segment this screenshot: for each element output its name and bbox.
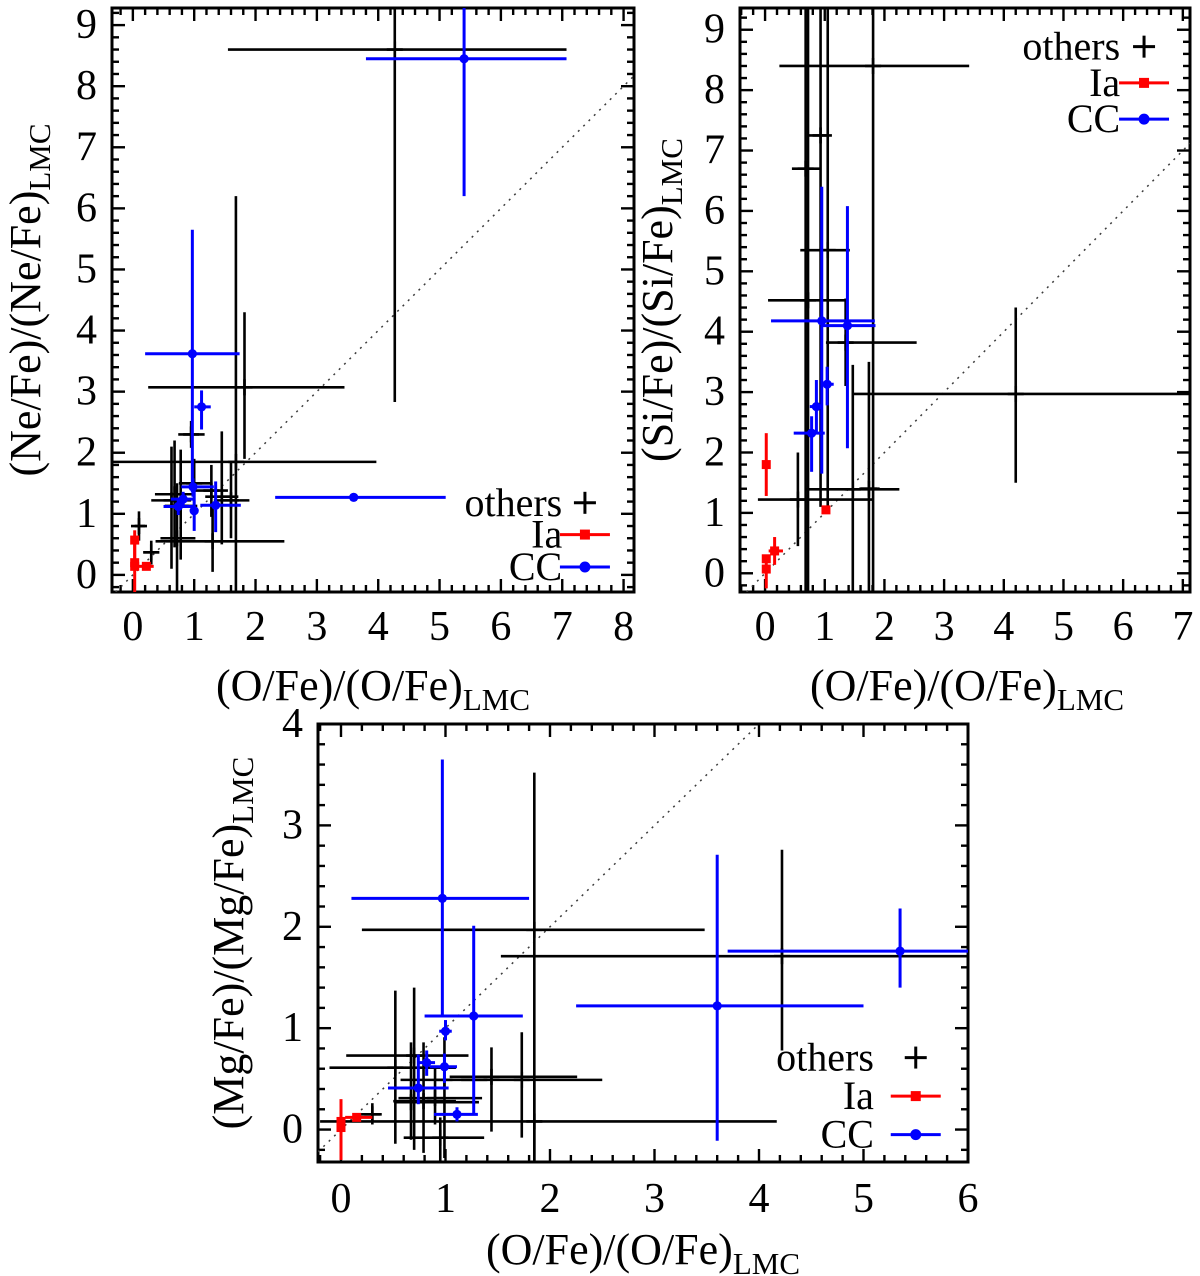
data-point-ia [762, 460, 771, 469]
y-tick-label: 1 [282, 1005, 303, 1052]
legend-label-cc: CC [820, 1111, 874, 1157]
series-ia-mg [336, 1099, 372, 1160]
y-tick-label: 8 [76, 63, 97, 110]
x-axis-label-si-subscript: LMC [1056, 682, 1125, 717]
x-tick-label: 2 [245, 604, 267, 650]
y-tick-label: 0 [76, 551, 97, 598]
legend-marker-cc [579, 561, 590, 572]
y-tick-label: 2 [704, 429, 725, 476]
legend-marker-ia [580, 530, 590, 540]
legend-label-cc: CC [508, 543, 563, 589]
data-point-cc [895, 947, 904, 956]
legend-label-others: others [776, 1034, 874, 1080]
panel-mg [204, 701, 979, 1276]
data-point-ia [762, 554, 771, 563]
data-point-cc [459, 54, 468, 63]
x-tick-label: 1 [434, 1176, 456, 1222]
legend-si [1022, 24, 1169, 141]
data-point-cc [469, 1011, 478, 1020]
x-tick-label: 8 [613, 604, 635, 650]
series-cc-si [771, 187, 875, 474]
y-tick-label: 3 [76, 368, 97, 415]
x-axis-label-si: $(O/Fe)/(O/Fe)_{LMC}$ [809, 661, 1125, 717]
y-axis-label-mg: $(Mg/Fe)/(Mg/Fe)_{LMC}$ [204, 756, 260, 1130]
data-area-mg [318, 724, 975, 1162]
data-point-cc [414, 1083, 423, 1092]
x-tick-label: 5 [1052, 604, 1074, 650]
data-point-cc [452, 1110, 461, 1119]
x-tick-label: 3 [933, 604, 955, 650]
data-point-cc [188, 349, 197, 358]
series-cc-ne [145, 1, 566, 532]
x-tick-label: 7 [551, 604, 573, 650]
legend-marker-cc [910, 1129, 921, 1140]
x-tick-label: 0 [754, 604, 776, 650]
y-tick-label: 7 [704, 127, 725, 174]
data-point-ia [336, 1123, 345, 1132]
y-axis-label-ne-subscript: LMC [22, 123, 57, 191]
y-axis-label-mg-subscript: LMC [225, 756, 260, 824]
identity-line [747, 143, 1190, 592]
legend-marker-ia [911, 1091, 921, 1101]
data-point-ia [130, 536, 139, 545]
y-tick-label: 9 [76, 2, 97, 49]
data-point-cc [422, 1058, 431, 1067]
y-tick-label: 4 [282, 701, 303, 747]
x-tick-label: 2 [539, 1176, 561, 1222]
x-tick-label: 0 [122, 604, 144, 650]
legend-label-ia: Ia [531, 511, 563, 557]
x-tick-label: 6 [490, 604, 512, 650]
y-tick-label: 9 [704, 6, 725, 53]
data-point-cc [188, 482, 197, 491]
panel-si [633, 3, 1193, 717]
y-tick-label: 0 [282, 1106, 303, 1153]
x-tick-label: 5 [429, 604, 451, 650]
x-tick-label: 2 [873, 604, 895, 650]
y-axis-label-si: $(Si/Fe)/(Si/Fe)_{LMC}$ [633, 138, 689, 462]
x-tick-label: 1 [814, 604, 836, 650]
y-tick-label: 3 [282, 802, 303, 849]
x-axis-label-ne: $(O/Fe)/(O/Fe)_{LMC}$ [215, 661, 531, 717]
legend-ne [464, 480, 609, 589]
y-tick-label: 2 [282, 903, 303, 950]
legend-marker-ia [1139, 78, 1149, 88]
x-axis-label-mg-subscript: LMC [732, 1246, 801, 1276]
data-point-cc [190, 506, 199, 515]
data-point-ia [770, 546, 779, 555]
y-tick-label: 1 [704, 489, 725, 536]
x-tick-label: 4 [748, 1176, 770, 1222]
x-tick-label: 6 [957, 1176, 979, 1222]
y-tick-label: 3 [704, 369, 725, 416]
data-point-cc [817, 316, 826, 325]
data-point-cc [441, 1027, 450, 1036]
legend-label-cc: CC [1066, 96, 1121, 142]
x-tick-label: 4 [367, 604, 389, 650]
identity-line [318, 724, 759, 1152]
y-tick-label: 2 [76, 429, 97, 476]
y-tick-label: 4 [76, 307, 97, 354]
data-point-cc [812, 402, 821, 411]
x-tick-label: 0 [330, 1176, 352, 1222]
y-tick-label: 1 [76, 490, 97, 537]
panel-ne [1, 1, 634, 717]
data-point-cc [349, 493, 358, 502]
x-tick-label: 6 [1112, 604, 1134, 650]
data-point-cc [843, 321, 852, 330]
x-tick-label: 4 [993, 604, 1015, 650]
data-point-ia [142, 562, 151, 571]
y-tick-label: 6 [704, 187, 725, 234]
legend-label-others: others [1022, 23, 1121, 69]
y-tick-label: 7 [76, 124, 97, 171]
data-point-cc [440, 1062, 449, 1071]
data-area-si [747, 3, 1192, 595]
x-axis-label-ne-subscript: LMC [462, 682, 531, 717]
legend-label-ia: Ia [842, 1073, 874, 1119]
data-point-ia [352, 1113, 361, 1122]
y-tick-label: 6 [76, 185, 97, 232]
data-point-cc [174, 502, 183, 511]
data-point-ia [130, 562, 139, 571]
y-axis-label-si-subscript: LMC [654, 138, 689, 206]
y-tick-label: 0 [704, 550, 725, 597]
legend-label-others: others [464, 479, 563, 525]
data-point-cc [211, 501, 220, 510]
x-tick-label: 3 [306, 604, 328, 650]
y-tick-label: 5 [704, 248, 725, 295]
data-point-cc [438, 894, 447, 903]
x-tick-label: 1 [183, 604, 205, 650]
y-tick-label: 8 [704, 67, 725, 114]
y-axis-label-ne: $(Ne/Fe)/(Ne/Fe)_{LMC}$ [1, 123, 57, 477]
data-point-cc [823, 380, 832, 389]
legend-mg [776, 1035, 941, 1157]
series-ia-ne [130, 530, 154, 596]
data-point-cc [713, 1001, 722, 1010]
y-tick-label: 5 [76, 246, 97, 293]
legend-marker-cc [1139, 114, 1150, 125]
data-point-ia [821, 505, 830, 514]
x-tick-label: 3 [643, 1176, 665, 1222]
y-tick-label: 4 [704, 308, 725, 355]
data-point-ia [762, 565, 771, 574]
x-tick-label: 7 [1172, 604, 1194, 650]
x-tick-label: 5 [852, 1176, 874, 1222]
data-point-cc [807, 429, 816, 438]
data-point-cc [197, 402, 206, 411]
x-axis-label-mg: $(O/Fe)/(O/Fe)_{LMC}$ [486, 1225, 800, 1276]
legend-label-ia: Ia [1089, 59, 1121, 105]
